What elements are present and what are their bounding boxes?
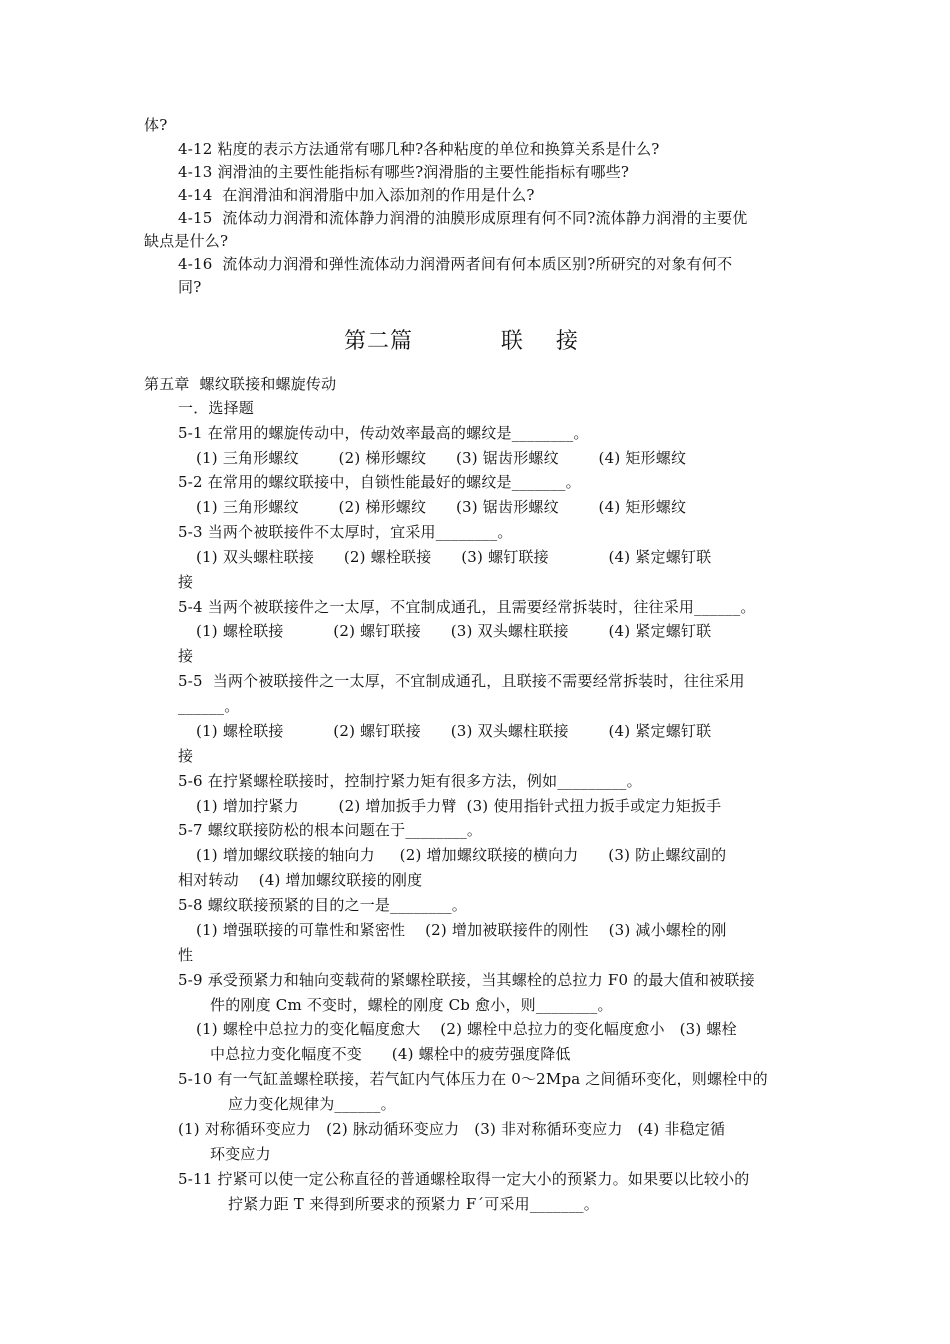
question-5-5: 5-5 当两个被联接件之一太厚，不宜制成通孔，且联接不需要经常拆装时，往往采用	[178, 672, 745, 690]
options-5-9: (1) 螺栓中总拉力的变化幅度愈大 (2) 螺栓中总拉力的变化幅度愈小 (3) 螺栓	[196, 1020, 737, 1038]
options-5-2: (1) 三角形螺纹 (2) 梯形螺纹 (3) 锯齿形螺纹 (4) 矩形螺纹	[196, 498, 687, 516]
text-line: 性	[178, 946, 194, 964]
options-5-5: (1) 螺栓联接 (2) 螺钉联接 (3) 双头螺柱联接 (4) 紧定螺钉联	[196, 722, 712, 740]
options-5-3: (1) 双头螺柱联接 (2) 螺栓联接 (3) 螺钉联接 (4) 紧定螺钉联	[196, 548, 712, 566]
text-line: 接	[178, 747, 194, 765]
text-line: 接	[178, 647, 194, 665]
text-line: 拧紧力距 T 来得到所要求的预紧力 F´可采用_______。	[228, 1195, 599, 1213]
question-5-6: 5-6 在拧紧螺栓联接时，控制拧紧力矩有很多方法，例如_________。	[178, 772, 642, 790]
options-5-10: (1) 对称循环变应力 (2) 脉动循环变应力 (3) 非对称循环变应力 (4) 非稳定循	[178, 1120, 726, 1138]
question-4-13: 4-13 润滑油的主要性能指标有哪些?润滑脂的主要性能指标有哪些?	[178, 163, 630, 181]
question-4-12: 4-12 粘度的表示方法通常有哪几种?各种粘度的单位和换算关系是什么?	[178, 140, 660, 158]
question-5-1: 5-1 在常用的螺旋传动中，传动效率最高的螺纹是________。	[178, 424, 589, 442]
text-line: 中总拉力变化幅度不变 (4) 螺栓中的疲劳强度降低	[210, 1045, 571, 1063]
question-5-10: 5-10 有一气缸盖螺栓联接，若气缸内气体压力在 0～2Mpa 之间循环变化，则螺栓中的	[178, 1070, 768, 1088]
options-5-6: (1) 增加拧紧力 (2) 增加扳手力臂 (3) 使用指针式扭力扳手或定力矩扳手	[196, 797, 722, 815]
text-line: 接	[178, 573, 194, 591]
text-line: 相对转动 (4) 增加螺纹联接的刚度	[178, 871, 423, 889]
question-5-8: 5-8 螺纹联接预紧的目的之一是________。	[178, 896, 467, 914]
options-5-7: (1) 增加螺纹联接的轴向力 (2) 增加螺纹联接的横向力 (3) 防止螺纹副的	[196, 846, 727, 864]
text-line: 缺点是什么?	[144, 232, 229, 250]
question-4-15: 4-15 流体动力润滑和流体静力润滑的油膜形成原理有何不同?流体静力润滑的主要优	[178, 209, 748, 227]
text-line: 件的刚度 Cm 不变时，螺栓的刚度 Cb 愈小，则________。	[210, 996, 613, 1014]
question-4-14: 4-14 在润滑油和润滑脂中加入添加剂的作用是什么?	[178, 186, 535, 204]
text-line: 环变应力	[210, 1145, 271, 1163]
section-heading: 一．选择题	[178, 399, 255, 417]
question-5-11: 5-11 拧紧可以使一定公称直径的普通螺栓取得一定大小的预紧力。如果要以比较小的	[178, 1170, 750, 1188]
question-4-16: 4-16 流体动力润滑和弹性流体动力润滑两者间有何本质区别?所研究的对象有何不	[178, 255, 733, 273]
question-5-7: 5-7 螺纹联接防松的根本问题在于________。	[178, 821, 483, 839]
options-5-4: (1) 螺栓联接 (2) 螺钉联接 (3) 双头螺柱联接 (4) 紧定螺钉联	[196, 622, 712, 640]
text-line: 体?	[144, 116, 168, 134]
options-5-8: (1) 增强联接的可靠性和紧密性 (2) 增加被联接件的刚性 (3) 减小螺栓的刚	[196, 921, 727, 939]
text-line: ______。	[178, 697, 240, 715]
question-5-2: 5-2 在常用的螺纹联接中，自锁性能最好的螺纹是_______。	[178, 473, 581, 491]
text-line: 应力变化规律为______。	[228, 1095, 396, 1113]
question-5-9: 5-9 承受预紧力和轴向变载荷的紧螺栓联接，当其螺栓的总拉力 F0 的最大值和被联接	[178, 971, 755, 989]
options-5-1: (1) 三角形螺纹 (2) 梯形螺纹 (3) 锯齿形螺纹 (4) 矩形螺纹	[196, 449, 687, 467]
question-5-3: 5-3 当两个被联接件不太厚时，宜采用________。	[178, 523, 513, 541]
part-title: 第二篇 联 接	[344, 329, 579, 354]
chapter-heading: 第五章 螺纹联接和螺旋传动	[144, 375, 337, 393]
text-line: 同?	[178, 278, 202, 296]
question-5-4: 5-4 当两个被联接件之一太厚，不宜制成通孔，且需要经常拆装时，往往采用______。	[178, 598, 756, 616]
